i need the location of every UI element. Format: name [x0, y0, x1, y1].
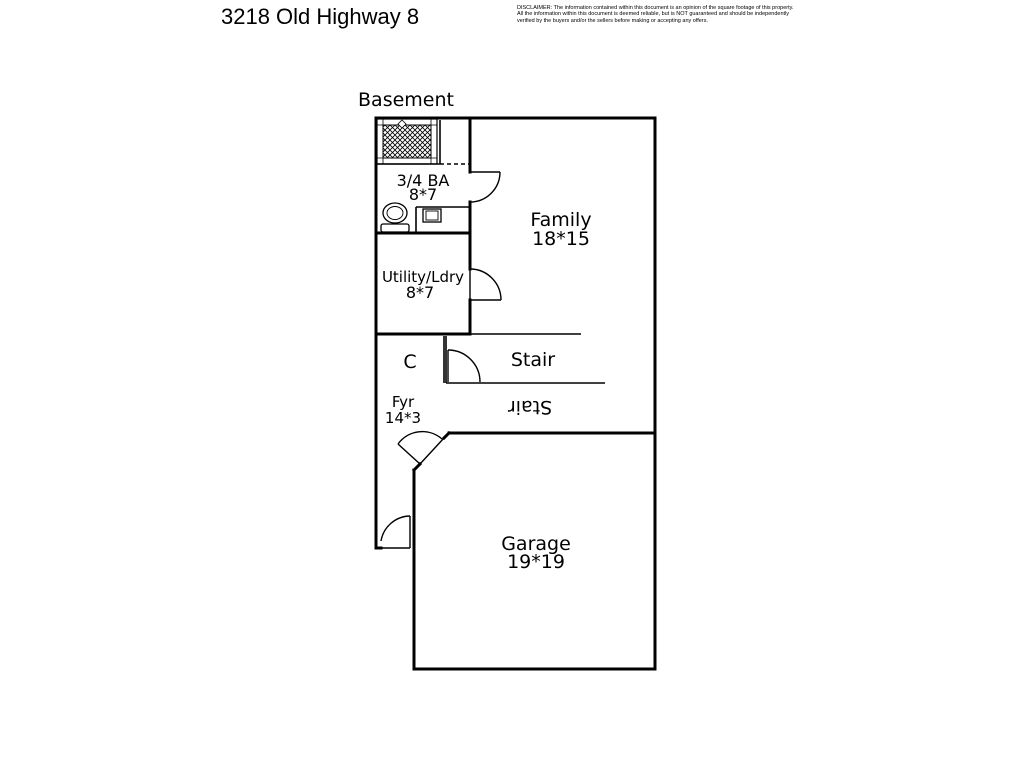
room-name-foyer: Fyr — [391, 393, 415, 411]
disclaimer-line: verified by the buyers and/or the sellers before making or accepting any offers. — [517, 17, 708, 24]
property-address: 3218 Old Highway 8 — [221, 4, 420, 29]
floor-title: Basement — [358, 89, 454, 111]
toilet-icon — [381, 203, 409, 232]
garage-walls — [414, 433, 655, 470]
disclaimer-line: All the information within this document is deemed reliable, but is NOT guaranteed and should be independently — [517, 11, 790, 18]
utility-walls — [376, 300, 581, 334]
room-size-family: 18*15 — [532, 228, 590, 250]
room-name-garage: Garage — [501, 533, 571, 555]
utility-door-swing — [470, 269, 501, 300]
room-size-utility: 8*7 — [405, 283, 435, 302]
disclaimer-line: DISCLAIMER: The information contained within this document is an opinion of the square footage of this property. — [517, 5, 794, 11]
shower-stall — [377, 119, 469, 164]
bath-door-swing — [470, 172, 500, 202]
garage-door-swing — [398, 432, 444, 464]
room-name-stair-upper: Stair — [510, 349, 556, 371]
room-name-stair-lower: Stair — [507, 396, 553, 418]
room-name-utility: Utility/Ldry — [381, 268, 465, 286]
room-size-garage: 19*19 — [507, 551, 565, 573]
room-size-foyer: 14*3 — [384, 409, 422, 427]
room-name-family: Family — [530, 209, 592, 231]
room-name-closet: C — [403, 351, 417, 373]
entry-door-swing — [381, 516, 410, 548]
sink-icon — [423, 209, 441, 222]
closet-door-swing — [448, 350, 480, 382]
room-size-bath: 8*7 — [408, 185, 438, 204]
room-name-bath: 3/4 BA — [396, 171, 450, 190]
